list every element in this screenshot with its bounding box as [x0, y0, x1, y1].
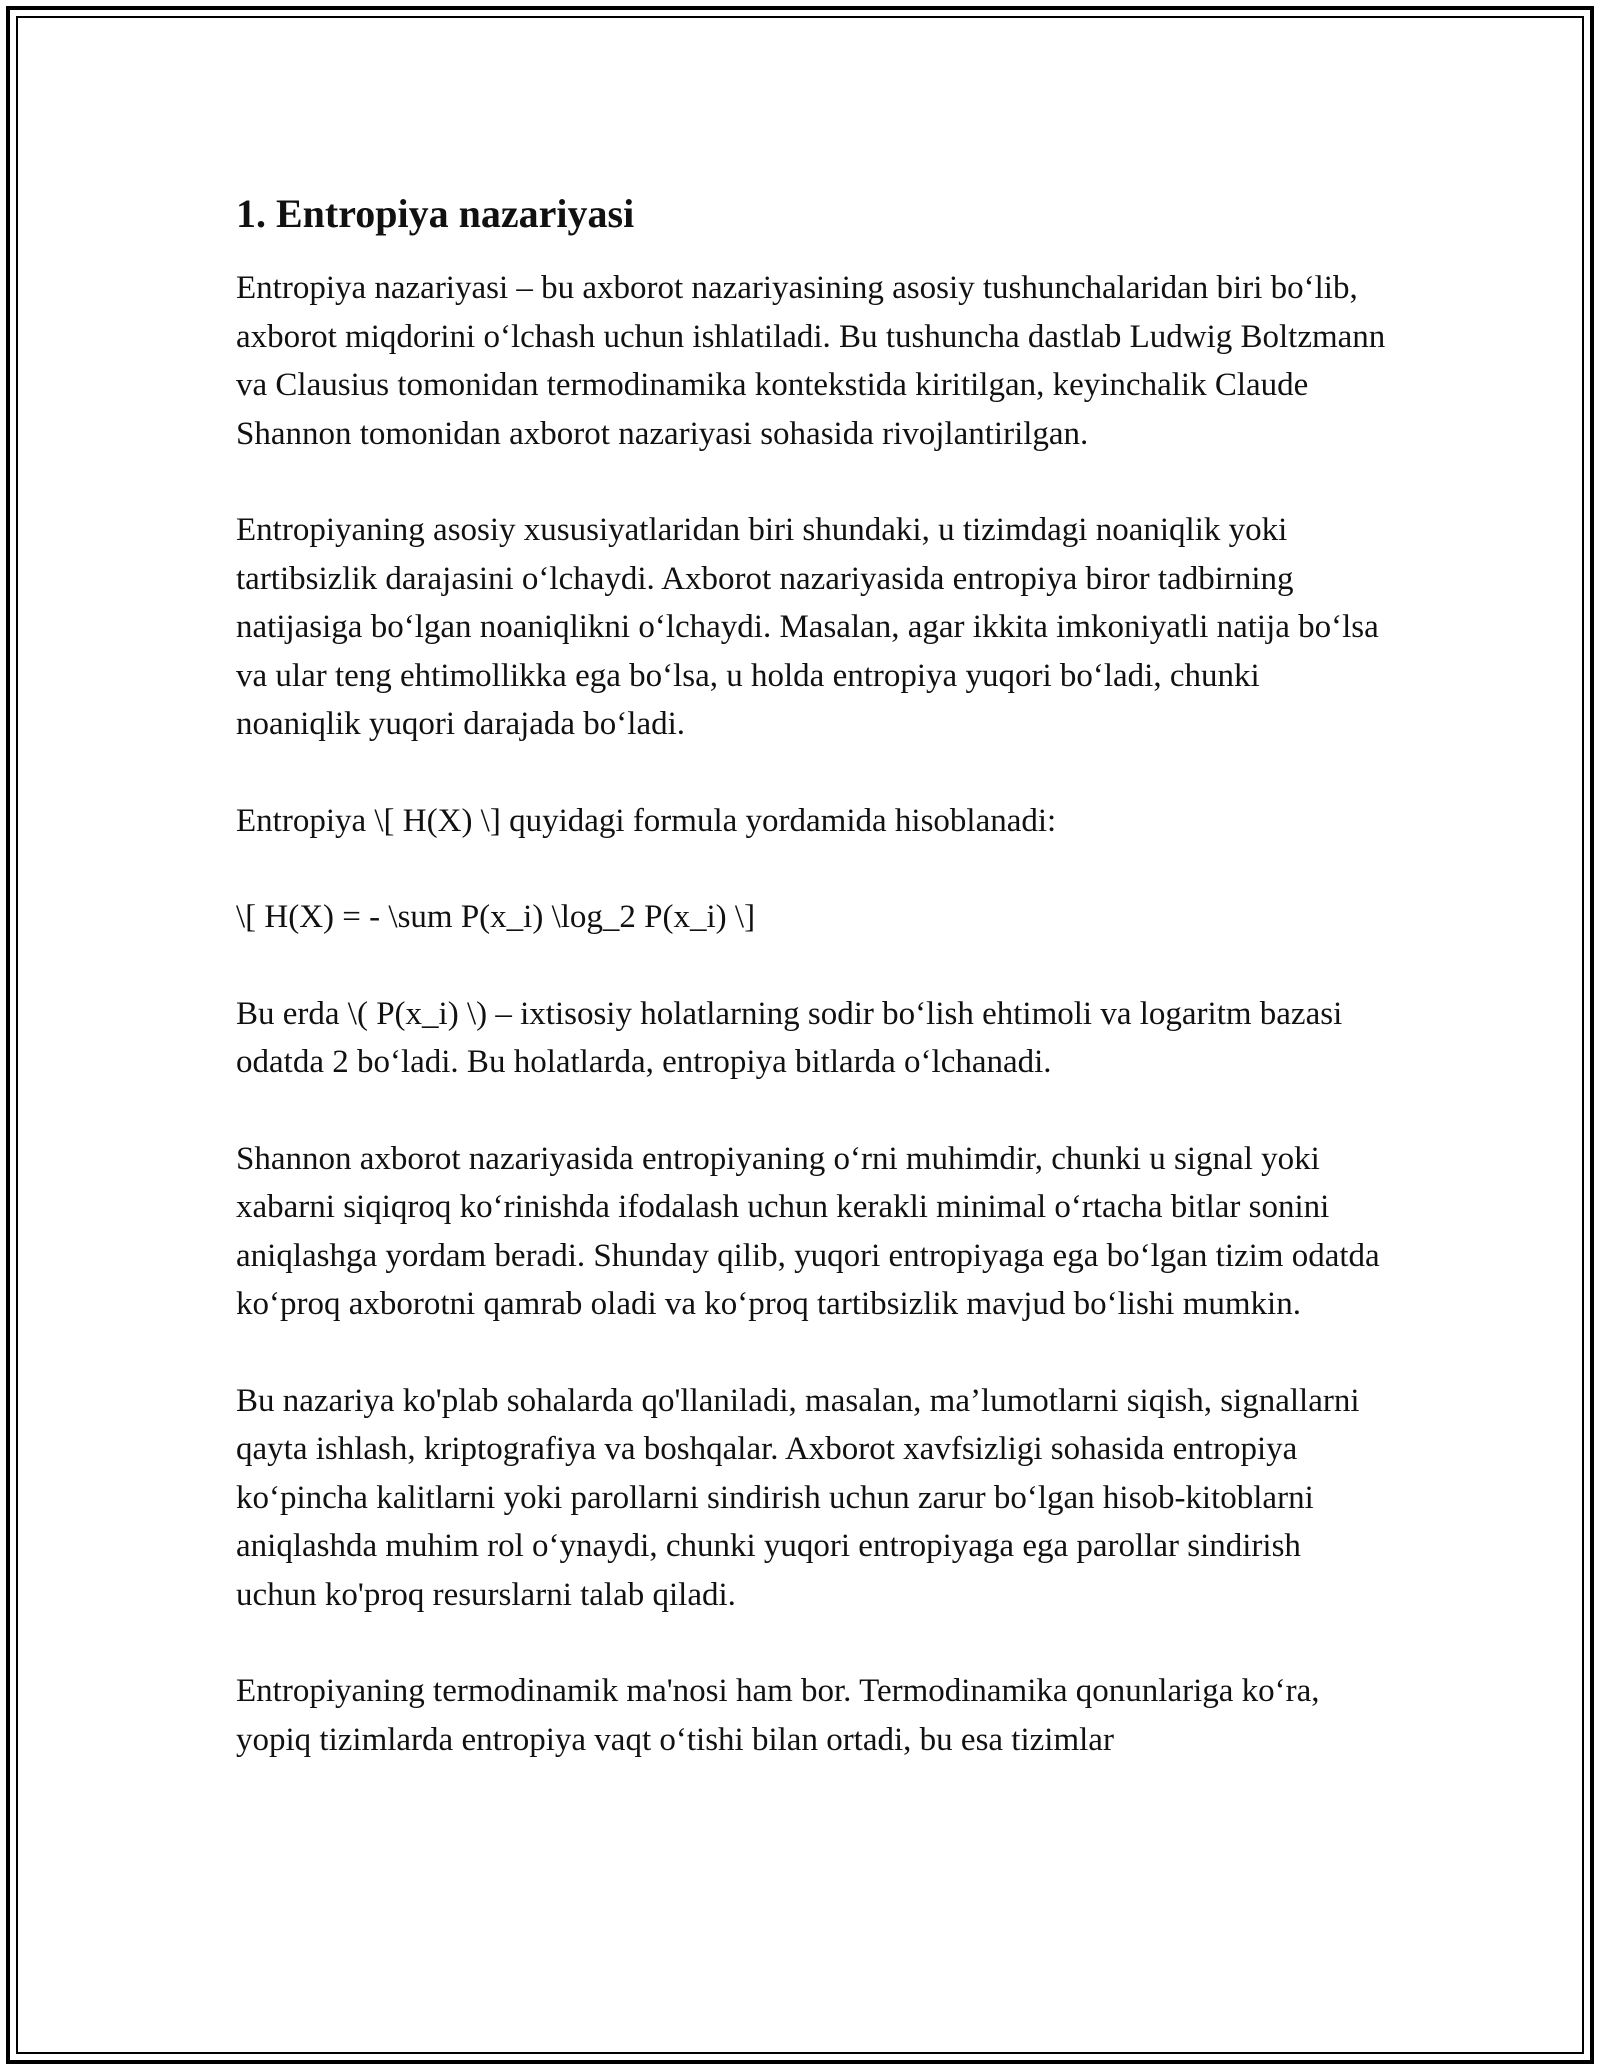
paragraph-introduction: Entropiya nazariyasi – bu axborot nazariyasining asosiy tushunchalaridan biri bo‘lib, axborot miqdorini o‘lchash uchun ishlatiladi. Bu tushuncha dastlab Ludwig Boltzmann va Clausius tomonidan termodinamika kontekstida kiritilgan, keyinchalik Claude Shannon tomonidan axborot nazariyasi sohasida rivojlantirilgan.: [236, 270, 1386, 452]
paragraph-formula-explanation: Bu erda \( P(x_i) \) – ixtisosiy holatlarning sodir bo‘lish ehtimoli va logaritm bazasi odatda 2 bo‘ladi. Bu holatlarda, entropiya bitlarda o‘lchanadi.: [236, 995, 1343, 1080]
paragraph-formula: \[ H(X) = - \sum P(x_i) \log_2 P(x_i) \]: [236, 899, 756, 935]
paragraph-properties: Entropiyaning asosiy xususiyatlaridan biri shundaki, u tizimdagi noaniqlik yoki tartibsizlik darajasini o‘lchaydi. Axborot nazariyasida entropiya biror tadbirning natijasiga bo‘lgan noaniqlikni o‘lchaydi. Masalan, agar ikkita imkoniyatli natija bo‘lsa va ular teng ehtimollikka ega bo‘lsa, u holda entropiya yuqori bo‘ladi, chunki noaniqlik yuqori darajada bo‘ladi.: [236, 512, 1379, 742]
document-body: [236, 186, 1386, 1812]
paragraph-applications: Bu nazariya ko'plab sohalarda qo'llaniladi, masalan, ma’lumotlarni siqish, signallarni qayta ishlash, kriptografiya va boshqalar. Axborot xavfsizligi sohasida entropiya ko‘pincha kalitlarni yoki parollarni sindirish uchun zarur bo‘lgan hisob-kitoblarni aniqlashda muhim rol o‘ynaydi, chunki yuqori entropiyaga ega parollar sindirish uchun ko'proq resurslarni talab qiladi.: [236, 1382, 1360, 1613]
paragraph-formula-intro: Entropiya \[ H(X) \] quyidagi formula yordamida hisoblanadi:: [236, 802, 1057, 839]
section-heading: 1. Entropiya nazariyasi: [236, 191, 635, 236]
paragraph-shannon: Shannon axborot nazariyasida entropiyaning o‘rni muhimdir, chunki u signal yoki xabarni siqiqroq ko‘rinishda ifodalash uchun kerakli minimal o‘rtacha bitlar sonini aniqlashga yordam beradi. Shunday qilib, yuqori entropiyaga ega bo‘lgan tizim odatda ko‘proq axborotni qamrab oladi va ko‘proq tartibsizlik mavjud bo‘lishi mumkin.: [236, 1140, 1380, 1322]
paragraph-thermodynamics: Entropiyaning termodinamik ma'nosi ham bor. Termodinamika qonunlariga ko‘ra, yopiq tizimlarda entropiya vaqt o‘tishi bilan ortadi, bu esa tizimlar: [236, 1673, 1320, 1758]
